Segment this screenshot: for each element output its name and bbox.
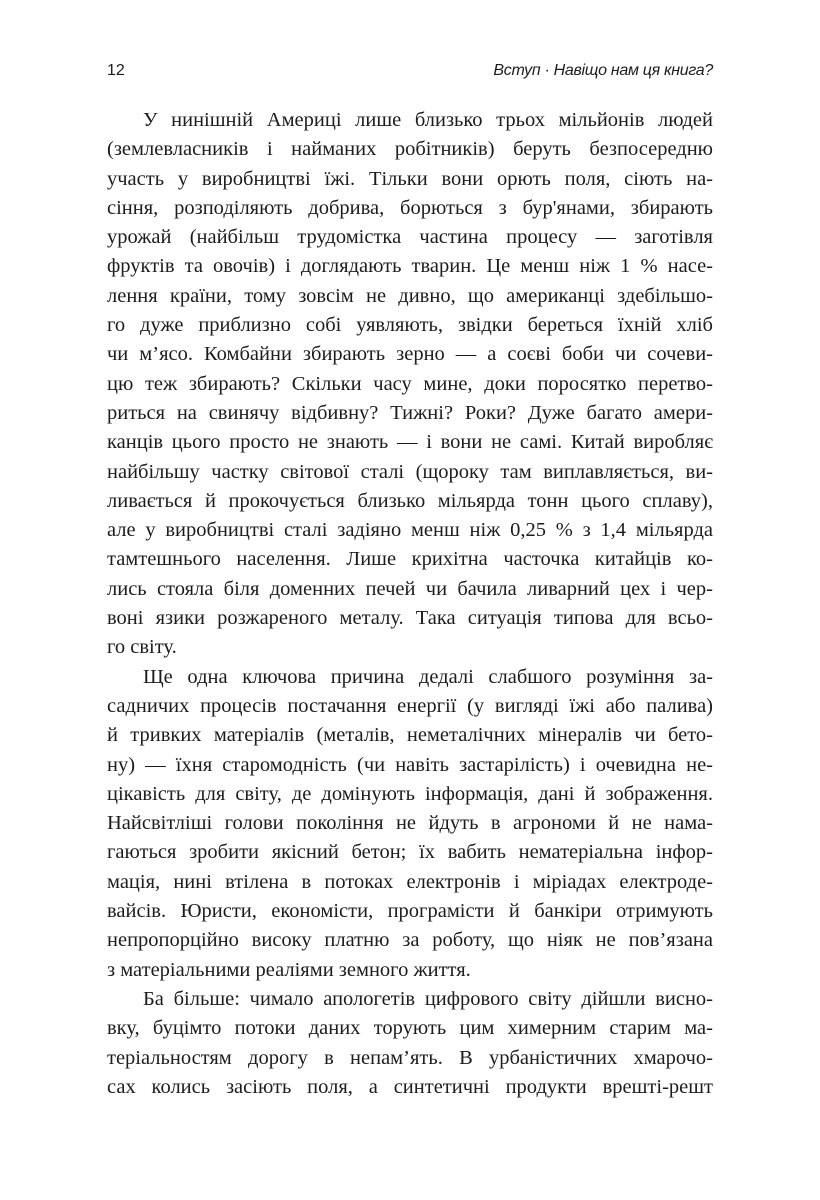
text-line: теріальностям дорогу в непам’ять. В урбаністичних хмарочо- [107,1046,713,1069]
text-line: вайсів. Юристи, економісти, програмісти й банкіри отримують [107,900,713,923]
running-title: Вступ · Навіщо нам ця книга? [493,62,713,79]
text-line: Ще одна ключова причина дедалі слабшого розуміння за- [143,665,713,688]
text-line: Ба більше: чимало апологетів цифрового світу дійшли висно- [143,987,713,1010]
text-line: участь у виробництві їжі. Тільки вони орють поля, сіють на- [107,167,713,190]
text-line: гаються зробити якісний бетон; їх вабить нематеріальна інфор- [107,841,713,864]
page-number: 12 [107,62,125,79]
text-line: мація, нині втілена в потоках електронів і міріадах електроде- [107,870,713,893]
text-line: сах колись засіють поля, а синтетичні продукти врешті-решт [107,1075,713,1098]
text-line: цю теж збирають? Скільки часу мине, доки поросятко перетво- [107,372,713,395]
text-line: ливається й прокочується близько мільярда тонн цього сплаву), [107,489,713,512]
text-line: садничих процесів постачання енергії (у вигляді їжі або палива) [107,694,713,717]
text-line: вку, буцімто потоки даних торують цим химерним старим ма- [107,1017,713,1040]
text-line: непропорційно високу платню за роботу, що ніяк не пов’язана [107,929,713,952]
text-line: риться на свинячу відбивну? Тижні? Роки? Дуже багато амери- [107,401,713,424]
text-line: лись стояла біля доменних печей чи бачила ливарний цех і чер- [107,577,713,600]
text-line: тамтешнього населення. Лише крихітна часточка китайців ко- [107,548,713,571]
text-line: канців цього просто не знають — і вони не самі. Китай виробляє [107,431,713,454]
text-line: чи м’ясо. Комбайни збирають зерно — а соєві боби чи сочеви- [107,343,713,366]
text-line: воні язики розжареного металу. Така ситуація типова для всьо- [107,607,713,630]
paragraph [107,663,713,985]
running-header [107,62,713,86]
text-line: й тривких матеріалів (металів, неметалічних мінералів чи бето- [107,724,713,747]
text-line: урожай (найбільш трудомістка частина процесу — заготівля [107,226,713,249]
paragraph [107,985,713,1102]
text-line: лення країни, тому зовсім не дивно, що американці здебільшо- [107,284,713,307]
text-line: го дуже приблизно собі уявляють, звідки береться їхній хліб [107,314,713,337]
body-text [107,106,713,1102]
text-line: фруктів та овочів) і доглядають тварин. Це менш ніж 1 % насе- [107,255,713,278]
paragraph [107,106,713,663]
text-line: У нинішній Америці лише близько трьох мільйонів людей [143,109,713,131]
text-line: ну) — їхня старомодність (чи навіть застарілість) і очевидна не- [107,753,713,776]
text-line: Найсвітліші голови покоління не йдуть в агрономи й не нама- [107,812,713,835]
text-line: го світу. [107,636,177,659]
text-line: (землевласників і найманих робітників) беруть безпосередню [107,138,713,161]
text-line: найбільшу частку світової сталі (щороку там виплавляється, ви- [107,460,713,483]
text-line: але у виробництві сталі задіяно менш ніж 0,25 % з 1,4 мільярда [107,519,713,542]
text-line: з матеріальними реаліями земного життя. [107,958,471,981]
text-line: цікавість для світу, де домінують інформація, дані й зображення. [107,782,713,805]
text-line: сіння, розподіляють добрива, борються з бур'янами, збирають [107,196,713,219]
